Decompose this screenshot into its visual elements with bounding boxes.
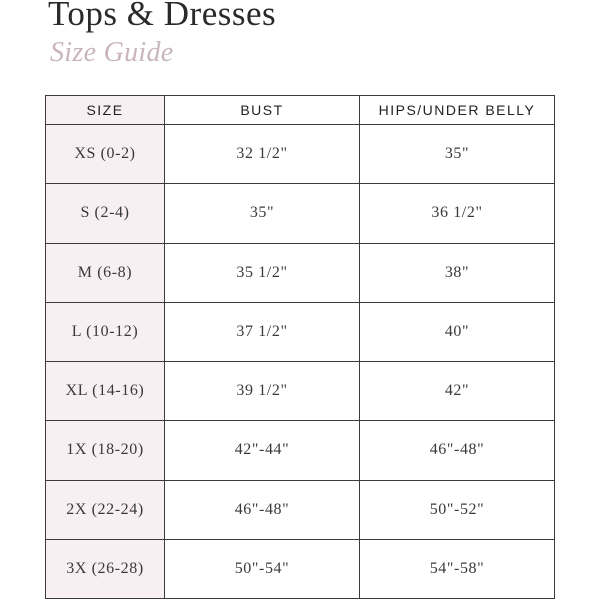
hips-cell: 42" <box>360 362 555 421</box>
table-row <box>46 539 555 598</box>
page-title: Tops & Dresses <box>48 0 277 33</box>
page-subtitle: Size Guide <box>50 37 174 68</box>
table-row <box>46 421 555 480</box>
column-header-hips: HIPS/UNDER BELLY <box>360 96 555 125</box>
column-header-bust: BUST <box>165 96 360 125</box>
size-cell: L (10-12) <box>46 302 165 361</box>
bust-cell: 37 1/2" <box>165 302 360 361</box>
hips-cell: 38" <box>360 243 555 302</box>
size-cell: M (6-8) <box>46 243 165 302</box>
bust-cell: 32 1/2" <box>165 125 360 184</box>
table-row <box>46 125 555 184</box>
hips-cell: 40" <box>360 302 555 361</box>
column-header-size: SIZE <box>46 96 165 125</box>
table-row <box>46 302 555 361</box>
size-cell: 3X (26-28) <box>46 539 165 598</box>
table-header-row <box>46 96 555 125</box>
size-guide-table <box>45 95 555 599</box>
hips-cell: 54"-58" <box>360 539 555 598</box>
bust-cell: 46"-48" <box>165 480 360 539</box>
bust-cell: 35" <box>165 184 360 243</box>
size-cell: 2X (22-24) <box>46 480 165 539</box>
hips-cell: 50"-52" <box>360 480 555 539</box>
size-cell: S (2-4) <box>46 184 165 243</box>
size-cell: 1X (18-20) <box>46 421 165 480</box>
hips-cell: 36 1/2" <box>360 184 555 243</box>
table-row <box>46 480 555 539</box>
hips-cell: 35" <box>360 125 555 184</box>
table-row <box>46 243 555 302</box>
bust-cell: 42"-44" <box>165 421 360 480</box>
table-row <box>46 184 555 243</box>
table-row <box>46 362 555 421</box>
hips-cell: 46"-48" <box>360 421 555 480</box>
bust-cell: 50"-54" <box>165 539 360 598</box>
bust-cell: 35 1/2" <box>165 243 360 302</box>
size-cell: XL (14-16) <box>46 362 165 421</box>
size-cell: XS (0-2) <box>46 125 165 184</box>
bust-cell: 39 1/2" <box>165 362 360 421</box>
